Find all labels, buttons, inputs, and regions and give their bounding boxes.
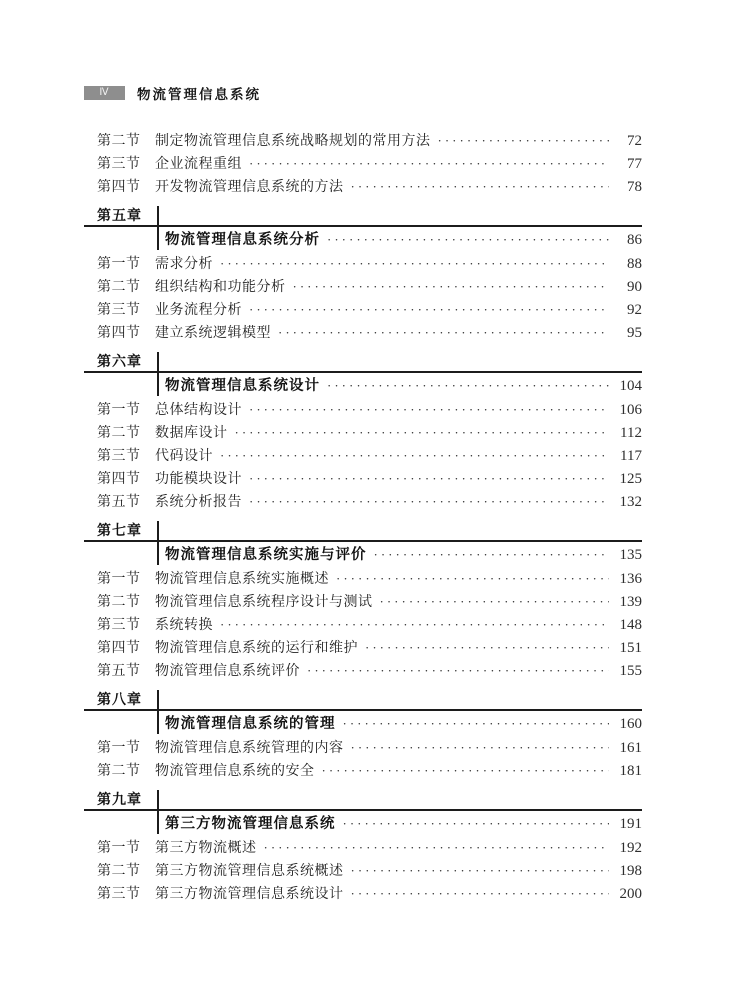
chapter-title-row (84, 711, 642, 736)
book-title: 物流管理信息系统 (137, 86, 261, 102)
dot-leader (264, 836, 610, 859)
dot-leader (249, 152, 609, 175)
page-number: 72 (627, 133, 642, 149)
toc-section-row (84, 129, 642, 152)
section-label: 第二节 (97, 595, 141, 610)
toc-chapter (84, 351, 642, 513)
dot-leader (278, 321, 609, 344)
section-label: 第四节 (97, 641, 141, 656)
section-label: 第四节 (97, 180, 141, 195)
dot-leader (343, 811, 610, 836)
toc-section-row (84, 490, 642, 513)
toc-section-row (84, 175, 642, 198)
page-number: 86 (627, 232, 642, 248)
page-number: 200 (619, 886, 642, 902)
chapter-divider-vline (157, 690, 159, 734)
page-number: 192 (619, 840, 642, 856)
section-title: 物流管理信息系统实施概述 (155, 572, 329, 587)
toc-chapter (84, 689, 642, 782)
toc-chapter (84, 789, 642, 905)
dot-leader (351, 859, 610, 882)
chapter-title: 物流管理信息系统实施与评价 (165, 547, 367, 563)
section-title: 代码设计 (155, 449, 213, 464)
chapter-title-row (84, 227, 642, 252)
section-title: 数据库设计 (155, 426, 228, 441)
dot-leader (249, 467, 609, 490)
toc-section-row (84, 836, 642, 859)
toc-section-row (84, 321, 642, 344)
page-number: 161 (619, 740, 642, 756)
toc-section-row (84, 659, 642, 682)
page-number: 106 (619, 402, 642, 418)
section-title: 第三方物流管理信息系统设计 (155, 887, 344, 902)
section-label: 第一节 (97, 257, 141, 272)
dot-leader (220, 444, 609, 467)
dot-leader (249, 490, 609, 513)
dot-leader (307, 659, 609, 682)
section-title: 功能模块设计 (155, 472, 242, 487)
dot-leader (220, 613, 609, 636)
section-title: 物流管理信息系统评价 (155, 664, 300, 679)
page-number: 148 (619, 617, 642, 633)
section-title: 物流管理信息系统程序设计与测试 (155, 595, 373, 610)
page-number: 191 (619, 816, 642, 832)
section-title: 建立系统逻辑模型 (155, 326, 271, 341)
toc-section-row (84, 736, 642, 759)
chapter-section-list (84, 567, 642, 682)
page-number: 160 (619, 716, 642, 732)
section-label: 第五节 (97, 664, 141, 679)
section-title: 开发物流管理信息系统的方法 (155, 180, 344, 195)
dot-leader (380, 590, 610, 613)
page-number: 88 (627, 256, 642, 272)
toc-section-row (84, 636, 642, 659)
dot-leader (351, 736, 610, 759)
section-label: 第二节 (97, 864, 141, 879)
section-label: 第一节 (97, 572, 141, 587)
section-label: 第二节 (97, 280, 141, 295)
toc-section-row (84, 467, 642, 490)
chapter-title-row (84, 542, 642, 567)
page-number: 151 (619, 640, 642, 656)
chapter-title-row (84, 373, 642, 398)
chapter-label: 第七章 (97, 522, 142, 538)
chapter-header (84, 351, 642, 373)
section-title: 第三方物流概述 (155, 841, 257, 856)
toc-section-row (84, 398, 642, 421)
page-number: 136 (619, 571, 642, 587)
chapter-title: 物流管理信息系统设计 (165, 378, 320, 394)
page-number: 104 (619, 378, 642, 394)
section-label: 第五节 (97, 495, 141, 510)
table-of-contents (84, 129, 642, 905)
toc-section-row (84, 882, 642, 905)
section-title: 物流管理信息系统管理的内容 (155, 741, 344, 756)
section-label: 第三节 (97, 449, 141, 464)
page-number: 181 (619, 763, 642, 779)
chapter-section-list (84, 836, 642, 905)
toc-section-row (84, 421, 642, 444)
page-number: 117 (620, 448, 642, 464)
dot-leader (249, 298, 609, 321)
dot-leader (235, 421, 610, 444)
toc-section-row (84, 298, 642, 321)
section-label: 第一节 (97, 841, 141, 856)
section-label: 第二节 (97, 426, 141, 441)
dot-leader (438, 129, 610, 152)
section-title: 第三方物流管理信息系统概述 (155, 864, 344, 879)
chapter-header (84, 789, 642, 811)
section-label: 第三节 (97, 887, 141, 902)
toc-section-row (84, 567, 642, 590)
section-title: 系统转换 (155, 618, 213, 633)
section-label: 第一节 (97, 403, 141, 418)
toc-chapter (84, 205, 642, 344)
chapter-title: 物流管理信息系统的管理 (165, 716, 336, 732)
page-number: 90 (627, 279, 642, 295)
page-number: 155 (619, 663, 642, 679)
chapter-list (84, 205, 642, 905)
dot-leader (327, 227, 609, 252)
section-title: 企业流程重组 (155, 157, 242, 172)
section-title: 需求分析 (155, 257, 213, 272)
section-title: 组织结构和功能分析 (155, 280, 286, 295)
section-label: 第三节 (97, 303, 141, 318)
chapter-label: 第五章 (97, 207, 142, 223)
dot-leader (343, 711, 610, 736)
page-number: 139 (619, 594, 642, 610)
section-label: 第三节 (97, 157, 141, 172)
toc-section-row (84, 590, 642, 613)
chapter-header (84, 520, 642, 542)
chapter-label: 第六章 (97, 353, 142, 369)
dot-leader (322, 759, 610, 782)
section-title: 制定物流管理信息系统战略规划的常用方法 (155, 134, 431, 149)
dot-leader (374, 542, 610, 567)
chapter-divider-vline (157, 521, 159, 565)
page-number: 78 (627, 179, 642, 195)
toc-section-row (84, 152, 642, 175)
page-number: 112 (620, 425, 642, 441)
toc-section-row (84, 444, 642, 467)
page-number: 92 (627, 302, 642, 318)
dot-leader (336, 567, 609, 590)
chapter-section-list (84, 252, 642, 344)
chapter-title: 物流管理信息系统分析 (165, 232, 320, 248)
page-number: 125 (619, 471, 642, 487)
chapter-section-list (84, 398, 642, 513)
section-label: 第一节 (97, 741, 141, 756)
section-title: 物流管理信息系统的安全 (155, 764, 315, 779)
section-label: 第三节 (97, 618, 141, 633)
dot-leader (293, 275, 610, 298)
toc-section-row (84, 613, 642, 636)
toc-section-row (84, 759, 642, 782)
section-title: 业务流程分析 (155, 303, 242, 318)
chapter-section-list (84, 736, 642, 782)
toc-section-row (84, 252, 642, 275)
page-number: 132 (619, 494, 642, 510)
page-number: 135 (619, 547, 642, 563)
dot-leader (351, 175, 610, 198)
dot-leader (327, 373, 609, 398)
toc-section-row (84, 859, 642, 882)
chapter-header (84, 205, 642, 227)
section-label: 第二节 (97, 764, 141, 779)
dot-leader (365, 636, 609, 659)
section-label: 第二节 (97, 134, 141, 149)
toc-section-row (84, 275, 642, 298)
chapter-label: 第八章 (97, 691, 142, 707)
page-number: 95 (627, 325, 642, 341)
chapter-title-row (84, 811, 642, 836)
chapter-label: 第九章 (97, 791, 142, 807)
section-title: 总体结构设计 (155, 403, 242, 418)
page-number: 198 (619, 863, 642, 879)
section-label: 第四节 (97, 326, 141, 341)
chapter-divider-vline (157, 352, 159, 396)
section-title: 物流管理信息系统的运行和维护 (155, 641, 358, 656)
chapter-divider-vline (157, 206, 159, 250)
section-label: 第四节 (97, 472, 141, 487)
toc-chapter (84, 520, 642, 682)
page-number-badge: Ⅳ (84, 86, 125, 100)
page-number: 77 (627, 156, 642, 172)
chapter-header (84, 689, 642, 711)
page-content (84, 85, 642, 905)
section-title: 系统分析报告 (155, 495, 242, 510)
page-header (84, 85, 642, 100)
dot-leader (220, 252, 609, 275)
dot-leader (249, 398, 609, 421)
leading-section-list (84, 129, 642, 198)
chapter-title: 第三方物流管理信息系统 (165, 816, 336, 832)
dot-leader (351, 882, 610, 905)
chapter-divider-vline (157, 790, 159, 834)
